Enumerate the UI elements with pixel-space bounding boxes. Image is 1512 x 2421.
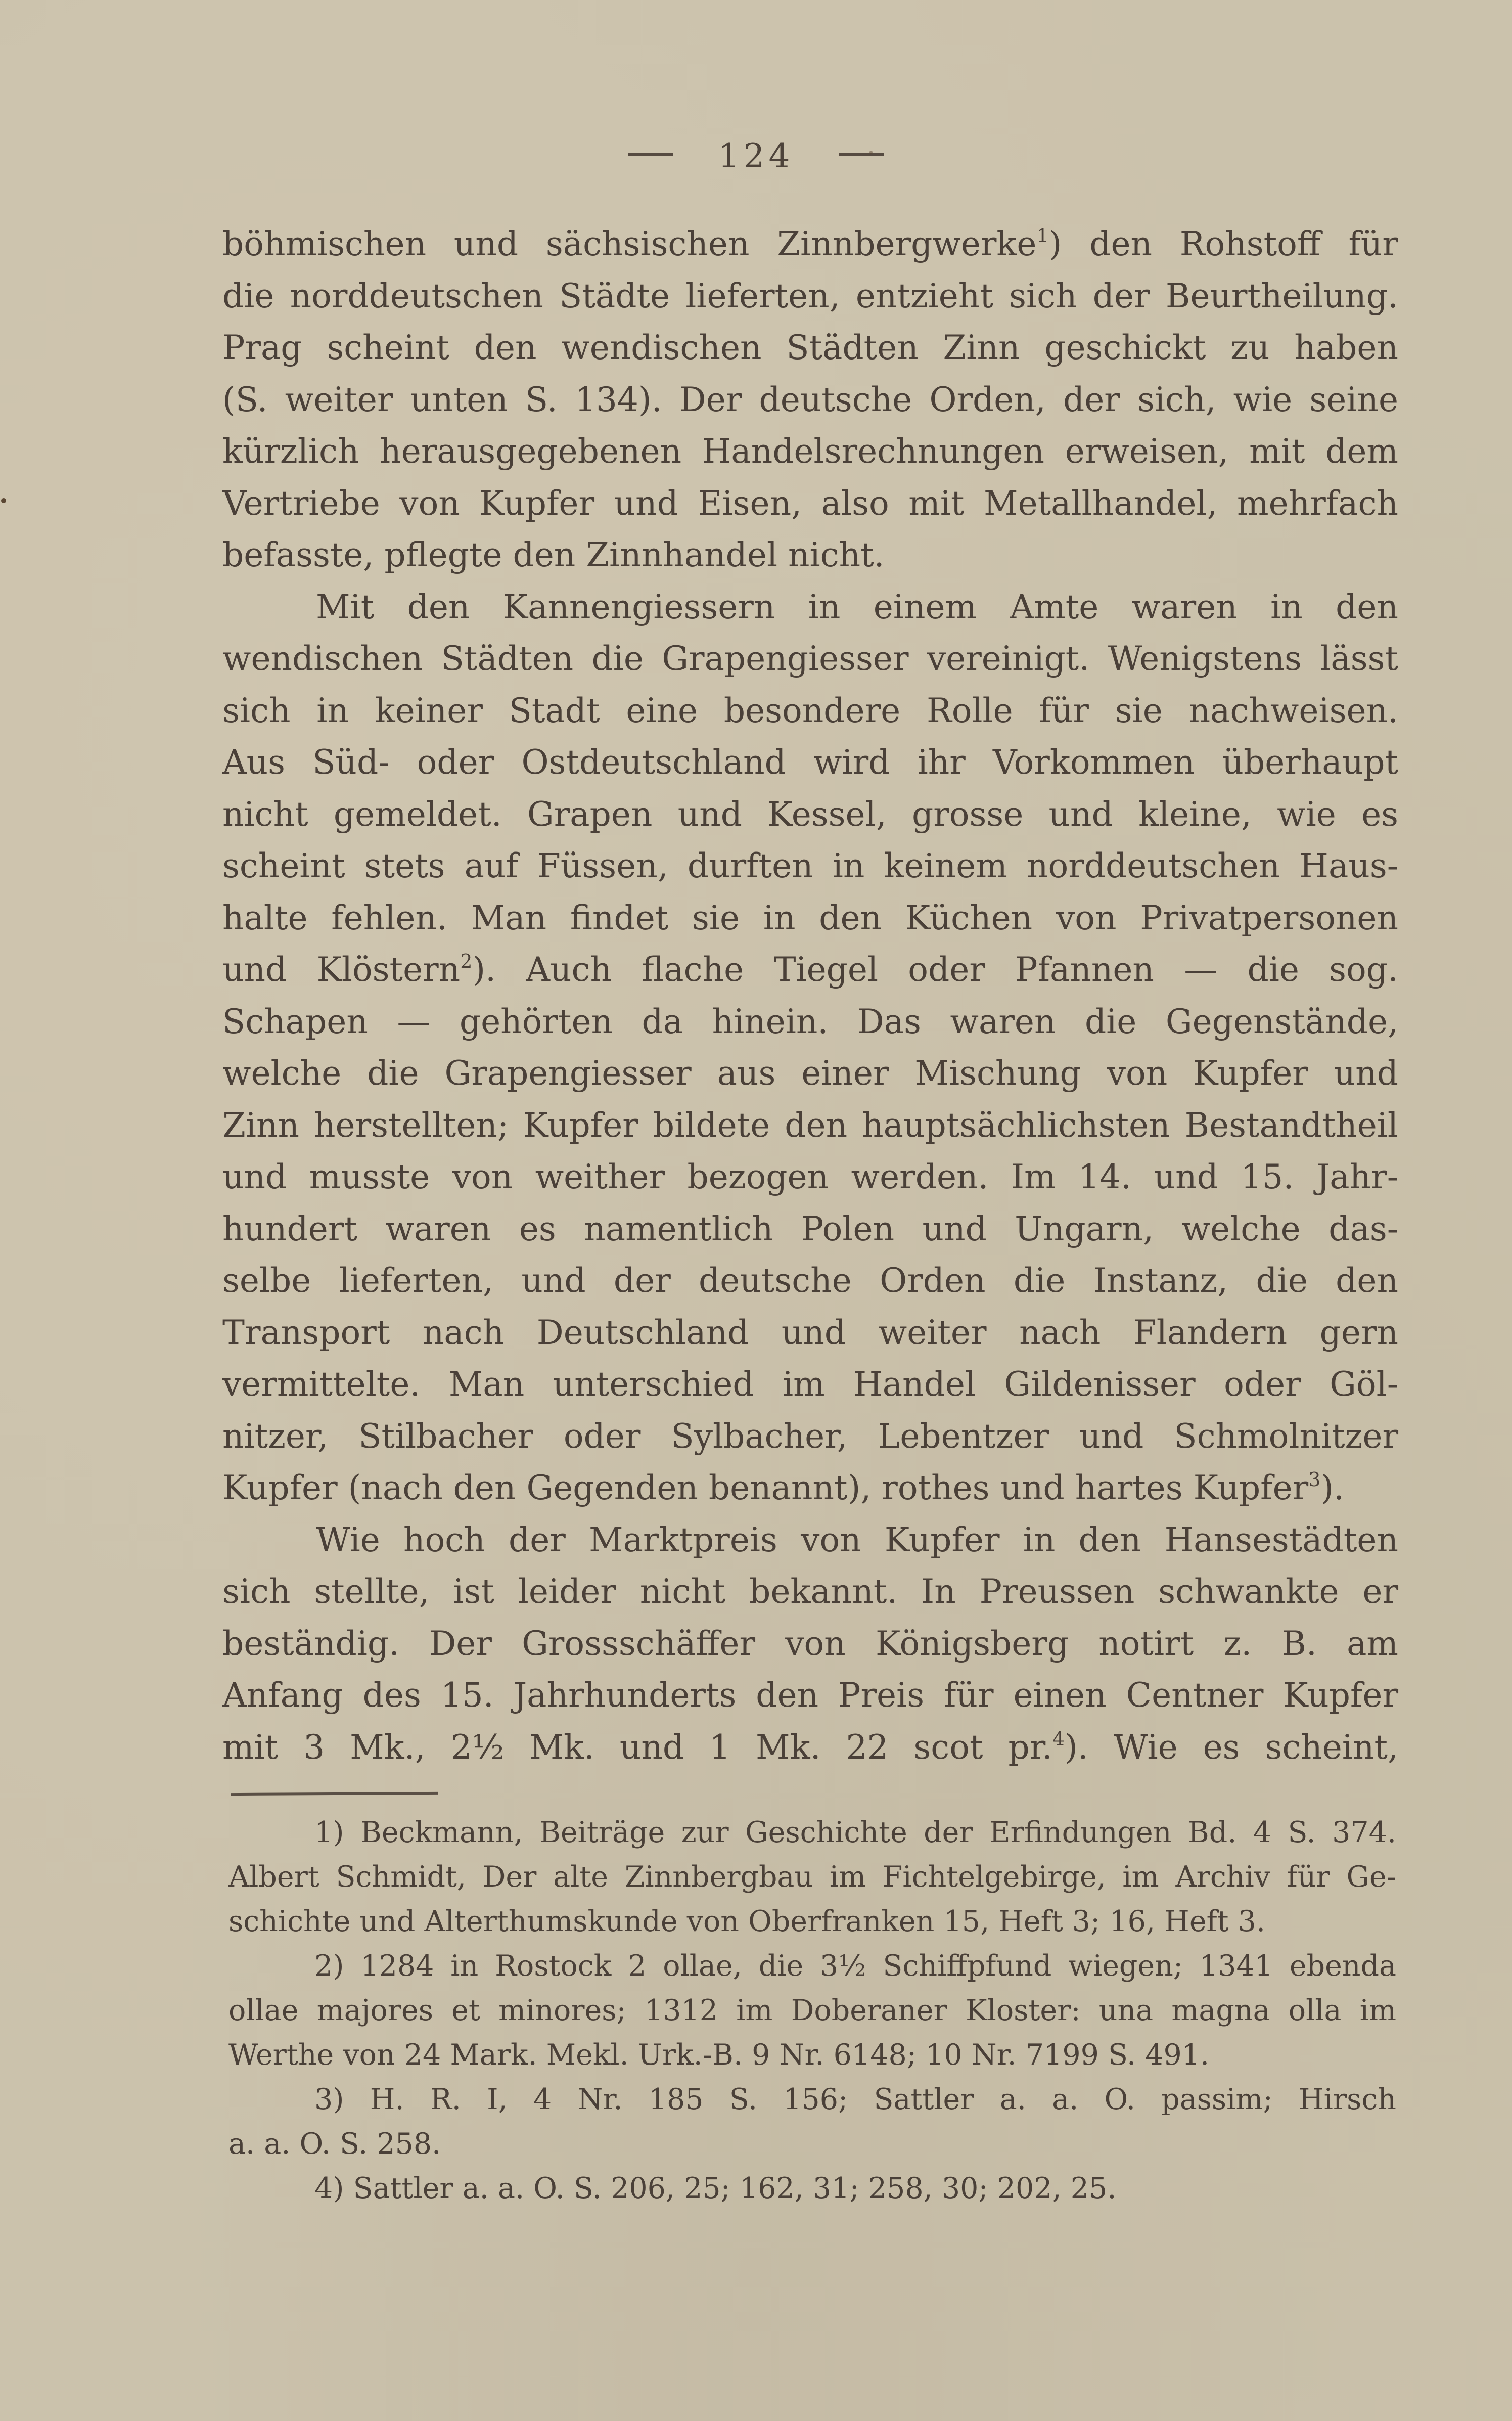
line-text-continued: ). [1320, 1468, 1345, 1507]
line-text: wendischen Städten die Grapengiesser vereinigt. Wenigstens lässt [222, 639, 1398, 678]
line-text: kürzlich herausgegebenen Handelsrechnungen erweisen, mit dem [222, 432, 1398, 471]
page-number: 124 [718, 137, 794, 175]
line-text: selbe lieferten, und der deutsche Orden die Instanz, die den [222, 1261, 1398, 1300]
footnote-marker: 3 [1308, 1468, 1321, 1491]
footnote-line: Werthe von 24 Mark. Mekl. Urk.-B. 9 Nr. 6148; 10 Nr. 7199 S. 491. [228, 2038, 1210, 2072]
text-line [222, 633, 1398, 685]
text-line [222, 1151, 1398, 1203]
text-line [222, 1566, 1398, 1618]
line-text: böhmischen und sächsischen Zinnbergwerke [222, 225, 1037, 263]
line-text: Vertriebe von Kupfer und Eisen, also mit Metallhandel, mehrfach [222, 483, 1398, 523]
text-line [222, 426, 1398, 478]
line-text: sich in keiner Stadt eine besondere Rolle für sie nachweisen. [222, 691, 1398, 730]
line-text: Wie hoch der Marktpreis von Kupfer in den Hansestädten [316, 1520, 1398, 1559]
footnote-line: 2) 1284 in Rostock 2 ollae, die 3½ Schiffpfund wiegen; 1341 ebenda [314, 1949, 1396, 1983]
footnote-marker: 1 [1036, 225, 1049, 247]
text-line [222, 322, 1398, 374]
text-line [222, 737, 1398, 789]
footnote-separator [231, 1792, 438, 1796]
line-text-continued: ). Auch flache Tiegel oder Pfannen — die sog. [472, 950, 1398, 989]
main-text [222, 218, 1398, 1773]
footnote-line: 1) Beckmann, Beiträge zur Geschichte der Erfindungen Bd. 4 S. 374. [314, 1816, 1396, 1849]
line-text: vermittelte. Man unterschied im Handel Gildenisser oder Göl- [222, 1365, 1398, 1404]
text-line [222, 1255, 1398, 1307]
line-text: Aus Süd- oder Ostdeutschland wird ihr Vorkommen überhaupt [222, 743, 1398, 782]
footnote-line: a. a. O. S. 258. [228, 2127, 441, 2161]
text-line [222, 1100, 1398, 1152]
line-text: Prag scheint den wendischen Städten Zinn geschickt zu haben [222, 328, 1398, 367]
line-text: hundert waren es namentlich Polen und Ungarn, welche das- [222, 1209, 1398, 1248]
text-line [222, 1514, 1398, 1566]
header-dash-left [628, 153, 673, 156]
line-text: Schapen — gehörten da hinein. Das waren die Gegenstände, [222, 1002, 1398, 1041]
text-line [222, 1048, 1398, 1100]
text-line [222, 685, 1398, 737]
text-line [222, 1307, 1398, 1359]
footnote-line: ollae majores et minores; 1312 im Doberaner Kloster: una magna olla im [228, 1994, 1396, 2027]
line-text: die norddeutschen Städte lieferten, entzieht sich der Beurtheilung. [222, 276, 1398, 316]
text-line [222, 944, 1398, 996]
text-line [222, 1618, 1398, 1670]
line-text: und Klöstern [222, 950, 461, 989]
footnote-line: 4) Sattler a. a. O. S. 206, 25; 162, 31; 258, 30; 202, 25. [314, 2172, 1117, 2205]
line-text: mit 3 Mk., 2½ Mk. und 1 Mk. 22 scot pr. [222, 1727, 1052, 1767]
line-text: halte fehlen. Man findet sie in den Küchen von Privatpersonen [222, 898, 1398, 937]
text-line [222, 581, 1398, 634]
line-text: Mit den Kannengiessern in einem Amte waren in den [316, 587, 1398, 626]
text-line [222, 1722, 1398, 1774]
line-text: (S. weiter unten S. 134). Der deutsche Orden, der sich, wie seine [222, 380, 1398, 419]
text-line [222, 271, 1398, 323]
text-line [222, 1670, 1398, 1722]
text-line [222, 1411, 1398, 1463]
footnotes [228, 1810, 1396, 2211]
text-line [222, 1462, 1398, 1514]
line-text: nitzer, Stilbacher oder Sylbacher, Lebentzer und Schmolnitzer [222, 1416, 1398, 1456]
line-text: beständig. Der Grossschäffer von Königsberg notirt z. B. am [222, 1624, 1398, 1663]
footnote-line: schichte und Alterthumskunde von Oberfranken 15, Heft 3; 16, Heft 3. [228, 1905, 1266, 1938]
line-text: Anfang des 15. Jahrhunderts den Preis für einen Centner Kupfer [222, 1676, 1398, 1715]
text-line [222, 374, 1398, 426]
text-line [222, 1359, 1398, 1411]
line-text: welche die Grapengiesser aus einer Mischung von Kupfer und [222, 1054, 1398, 1093]
text-line [222, 892, 1398, 945]
line-text: Kupfer (nach den Gegenden benannt), rothes und hartes Kupfer [222, 1468, 1309, 1507]
line-text: scheint stets auf Füssen, durften in keinem norddeutschen Haus- [222, 846, 1398, 885]
footnote-line: Albert Schmidt, Der alte Zinnbergbau im Fichtelgebirge, im Archiv für Ge- [228, 1860, 1396, 1894]
line-text: sich stellte, ist leider nicht bekannt. In Preussen schwankte er [222, 1572, 1398, 1611]
text-line [222, 478, 1398, 530]
line-text: Transport nach Deutschland und weiter nach Flandern gern [222, 1313, 1398, 1352]
line-text-continued: ). Wie es scheint, [1065, 1727, 1398, 1767]
footnote-marker: 2 [460, 950, 473, 972]
line-text-continued: ) den Rohstoff für [1048, 225, 1398, 263]
line-text: und musste von weither bezogen werden. Im 14. und 15. Jahr- [222, 1157, 1398, 1196]
text-line [222, 996, 1398, 1048]
text-line [222, 529, 1398, 581]
paper-speck [1, 498, 6, 503]
line-text: Zinn herstellten; Kupfer bildete den hauptsächlichsten Bestandtheil [222, 1105, 1398, 1145]
footnote-line: 3) H. R. I, 4 Nr. 185 S. 156; Sattler a. a. O. passim; Hirsch [314, 2083, 1396, 2116]
text-line [222, 789, 1398, 841]
line-text: nicht gemeldet. Grapen und Kessel, grosse und kleine, wie es [222, 794, 1398, 834]
text-line [222, 1203, 1398, 1256]
paper-speck [869, 151, 873, 154]
text-line [222, 840, 1398, 892]
text-line [222, 218, 1398, 271]
header-dash-right [839, 153, 884, 156]
page-header [0, 137, 1512, 175]
footnote-marker: 4 [1052, 1727, 1065, 1750]
line-text: befasste, pflegte den Zinnhandel nicht. [222, 535, 885, 574]
